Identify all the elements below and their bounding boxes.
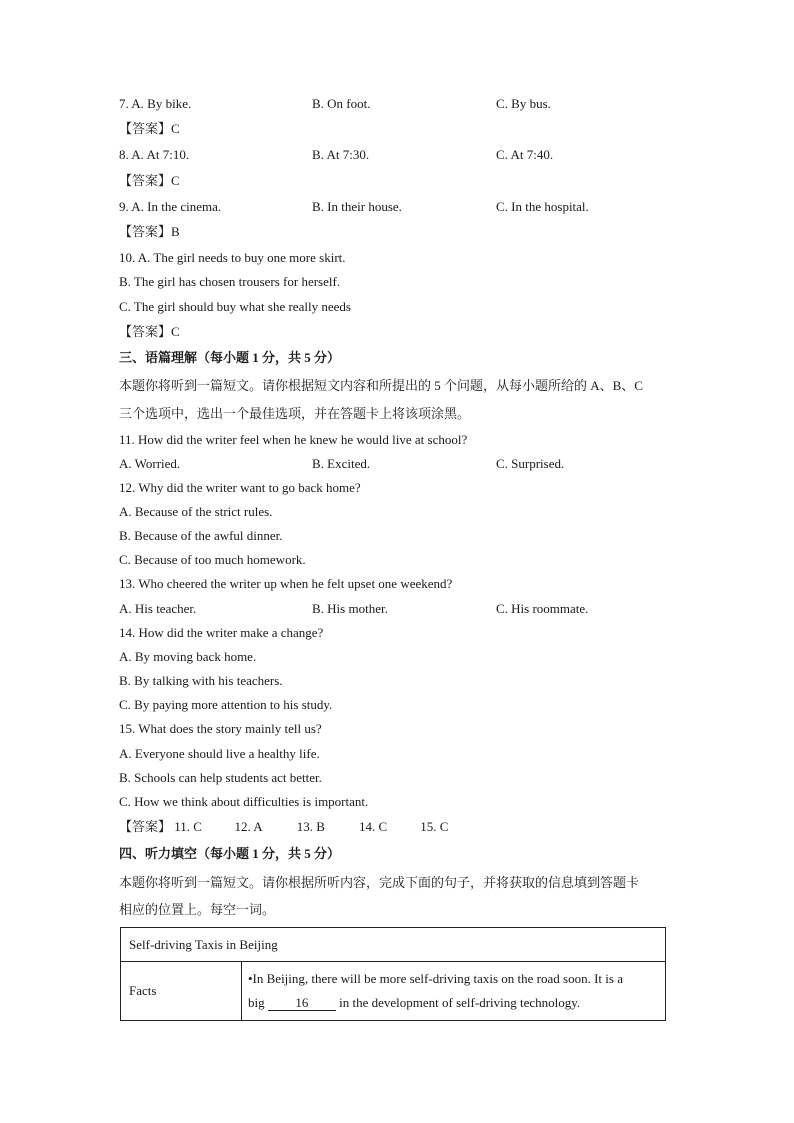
q15-option-a: A. Everyone should live a healthy life.: [119, 746, 320, 761]
facts-line-2-end: in the development of self-driving technology.: [339, 995, 581, 1010]
question-7: [119, 96, 191, 112]
answers-11-15: [119, 819, 448, 835]
q7-option-c: C. By bus.: [496, 96, 551, 111]
answer-10: 【答案】C: [119, 324, 180, 339]
answer-12: 12. A: [234, 819, 263, 834]
q9-option-c: C. In the hospital.: [496, 199, 589, 214]
q14-stem: 14. How did the writer make a change?: [119, 625, 324, 640]
q15-option-c: C. How we think about difficulties is important.: [119, 794, 369, 809]
q7-option-b: B. On foot.: [312, 96, 371, 111]
q13-option-c: C. His roommate.: [496, 601, 589, 616]
q12-option-b: B. Because of the awful dinner.: [119, 528, 283, 543]
question-9: [119, 199, 221, 215]
answer-15: 15. C: [420, 819, 449, 834]
q14-option-b: B. By talking with his teachers.: [119, 673, 283, 688]
answer-7: 【答案】C: [119, 121, 180, 136]
section-3-heading: 三、语篇理解（每小题 1 分，共 5 分）: [119, 350, 341, 365]
q9-option-b: B. In their house.: [312, 199, 402, 214]
facts-cell: [242, 962, 666, 1021]
answer-label: 【答案】: [119, 819, 172, 834]
section-3-instructions-line-1: 本题你将听到一篇短文。请你根据短文内容和所提出的 5 个问题，从每小题所给的 A、B、C: [119, 378, 643, 393]
facts-line-2: [248, 991, 659, 1015]
q8-option-b: B. At 7:30.: [312, 147, 370, 162]
facts-line-2-start: big: [248, 995, 265, 1010]
q13-option-a: A. His teacher.: [119, 601, 197, 616]
q14-option-a: A. By moving back home.: [119, 649, 257, 664]
q12-stem: 12. Why did the writer want to go back home?: [119, 480, 361, 495]
q8-option-c: C. At 7:40.: [496, 147, 554, 162]
q10-option-c: C. The girl should buy what she really needs: [119, 299, 351, 314]
facts-line-1: •In Beijing, there will be more self-driving taxis on the road soon. It is a: [248, 971, 623, 986]
section-4-instructions-line-1: 本题你将听到一篇短文。请你根据所听内容，完成下面的句子，并将获取的信息填到答题卡: [119, 875, 640, 890]
q13-stem: 13. Who cheered the writer up when he felt upset one weekend?: [119, 576, 453, 591]
q11-option-c: C. Surprised.: [496, 456, 565, 471]
question-8: [119, 147, 189, 163]
answer-8: 【答案】C: [119, 173, 180, 188]
section-4-instructions-line-2: 相应的位置上。每空一词。: [119, 902, 276, 917]
section-3-instructions-line-2: 三个选项中，选出一个最佳选项，并在答题卡上将该项涂黑。: [119, 406, 471, 421]
q12-option-a: A. Because of the strict rules.: [119, 504, 273, 519]
q10-option-b: B. The girl has chosen trousers for herself.: [119, 274, 341, 289]
info-table: [120, 927, 666, 1021]
blank-16[interactable]: 16: [268, 996, 336, 1011]
answer-13: 13. B: [296, 819, 325, 834]
q12-option-c: C. Because of too much homework.: [119, 552, 306, 567]
q11-option-b: B. Excited.: [312, 456, 371, 471]
answer-11: 11. C: [174, 819, 202, 834]
answer-9: 【答案】B: [119, 224, 180, 239]
q11-option-a: A. Worried.: [119, 456, 181, 471]
facts-label: Facts: [121, 962, 242, 1021]
q14-option-c: C. By paying more attention to his study.: [119, 697, 333, 712]
table-title: Self-driving Taxis in Beijing: [121, 928, 666, 962]
q11-stem: 11. How did the writer feel when he knew he would live at school?: [119, 432, 468, 447]
q9-option-a: 9. A. In the cinema.: [119, 199, 222, 214]
q15-stem: 15. What does the story mainly tell us?: [119, 721, 322, 736]
q15-option-b: B. Schools can help students act better.: [119, 770, 322, 785]
q8-option-a: 8. A. At 7:10.: [119, 147, 190, 162]
q13-option-b: B. His mother.: [312, 601, 388, 616]
q10-option-a: 10. A. The girl needs to buy one more skirt.: [119, 250, 346, 265]
q7-option-a: 7. A. By bike.: [119, 96, 192, 111]
answer-14: 14. C: [359, 819, 388, 834]
section-4-heading: 四、听力填空（每小题 1 分，共 5 分）: [119, 846, 341, 861]
